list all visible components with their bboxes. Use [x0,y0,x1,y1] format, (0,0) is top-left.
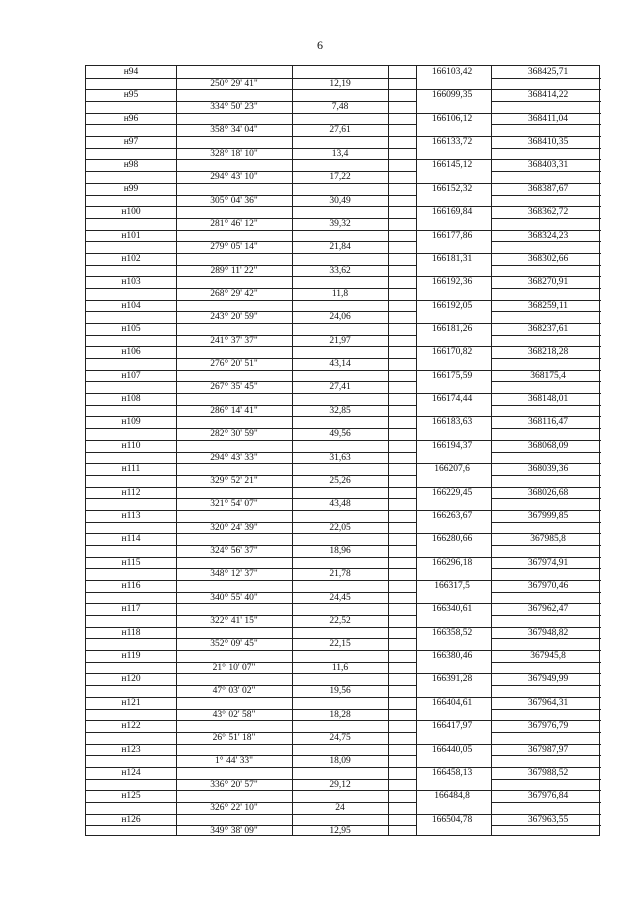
point-x: 166194,37 [431,440,473,451]
segment-angle: 21° 10' 07" [212,663,256,673]
segment-distance: 22,15 [329,639,351,649]
row-rule [86,183,601,184]
point-name: н102 [121,253,141,264]
point-name: н108 [121,393,141,404]
row-rule [491,732,601,733]
point-name: н111 [121,463,141,474]
point-x: 166340,61 [431,603,473,614]
segment-distance: 11,6 [331,663,349,673]
segment-distance: 24,75 [329,733,351,743]
point-x: 166417,97 [431,720,473,731]
segment-angle: 349° 38' 09" [210,826,258,836]
point-y: 367970,46 [527,580,569,591]
segment-angle: 326° 22' 10" [210,803,258,813]
point-x: 166280,66 [431,533,473,544]
segment-angle: 328° 18' 10" [210,149,258,159]
segment-distance: 27,41 [329,382,351,392]
segment-angle: 267° 35' 45" [210,382,258,392]
row-rule [86,814,601,815]
point-name: н98 [123,159,139,170]
point-name: н100 [121,206,141,217]
point-name: н96 [123,113,139,124]
point-name: н114 [121,533,141,544]
point-name: н94 [123,66,139,77]
point-x: 166296,18 [431,557,473,568]
row-rule [86,627,601,628]
point-name: н113 [121,510,141,521]
point-x: 166152,32 [431,183,473,194]
segment-distance: 25,26 [329,476,351,486]
point-name: н117 [121,603,141,614]
row-rule [491,195,601,196]
segment-angle: 324° 56' 37" [210,546,258,556]
point-name: н109 [121,416,141,427]
point-y: 368116,47 [527,416,569,427]
segment-distance: 30,49 [329,196,351,206]
row-rule [491,452,601,453]
point-name: н106 [121,346,141,357]
segment-distance: 32,85 [329,406,351,416]
row-rule [86,557,601,558]
segment-distance: 24,06 [329,312,351,322]
point-y: 367988,52 [527,767,569,778]
row-rule [86,487,601,488]
row-rule [491,265,601,266]
row-rule [491,428,601,429]
point-x: 166181,31 [431,253,473,264]
point-name: н119 [121,650,141,661]
segment-distance: 21,97 [329,336,351,346]
point-x: 166174,44 [431,393,473,404]
row-rule [86,230,601,231]
point-y: 368259,11 [527,300,569,311]
segment-angle: 26° 51' 18" [212,733,256,743]
row-rule [491,475,601,476]
segment-angle: 322° 41' 15" [210,616,258,626]
segment-distance: 29,12 [329,780,351,790]
segment-angle: 289° 11' 22" [210,266,258,276]
segment-angle: 268° 29' 42" [210,289,258,299]
point-name: н120 [121,673,141,684]
point-name: н112 [121,487,141,498]
segment-distance: 43,14 [329,359,351,369]
segment-angle: 286° 14' 41" [210,406,258,416]
segment-angle: 334° 50' 23" [210,102,258,112]
segment-distance: 24 [335,803,345,813]
point-x: 166103,42 [431,66,473,77]
point-y: 367962,47 [527,603,569,614]
point-y: 368148,01 [527,393,569,404]
row-rule [491,615,601,616]
point-y: 367976,79 [527,720,569,731]
segment-distance: 13,4 [331,149,349,159]
segment-distance: 43,48 [329,499,351,509]
segment-distance: 7,48 [331,102,349,112]
point-x: 166183,63 [431,416,473,427]
point-y: 368026,68 [527,487,569,498]
row-rule [491,335,601,336]
point-y: 368387,67 [527,183,569,194]
point-name: н122 [121,720,141,731]
segment-distance: 21,84 [329,242,351,252]
segment-angle: 250° 29' 41" [210,79,258,89]
row-rule [491,709,601,710]
point-y: 367999,85 [527,510,569,521]
row-rule [86,697,601,698]
segment-distance: 39,32 [329,219,351,229]
point-name: н105 [121,323,141,334]
row-rule [86,113,601,114]
point-x: 166358,52 [431,627,473,638]
segment-angle: 305° 04' 36" [210,196,258,206]
point-name: н115 [121,557,141,568]
row-rule [86,744,601,745]
point-y: 368218,28 [527,346,569,357]
point-y: 367945,8 [530,650,566,661]
point-y: 367985,8 [530,533,566,544]
row-rule [86,323,601,324]
point-x: 166504,78 [431,814,473,825]
point-y: 368411,04 [527,113,569,124]
point-name: н121 [121,697,141,708]
point-y: 368175,4 [530,370,566,381]
row-rule [491,779,601,780]
segment-angle: 352° 09' 45" [210,639,258,649]
segment-angle: 294° 43' 33" [210,453,258,463]
point-y: 367976,84 [527,790,569,801]
row-rule [491,288,601,289]
segment-angle: 241° 37' 37" [210,336,258,346]
row-rule [86,510,601,511]
point-name: н110 [121,440,141,451]
point-name: н104 [121,300,141,311]
point-x: 166263,67 [431,510,473,521]
point-name: н126 [121,814,141,825]
point-name: н99 [123,183,139,194]
row-rule [491,171,601,172]
row-rule [491,358,601,359]
point-name: н107 [121,370,141,381]
segment-angle: 279° 05' 14" [210,242,258,252]
point-x: 166380,46 [431,650,473,661]
segment-distance: 12,95 [329,826,351,836]
row-rule [491,662,601,663]
point-y: 368403,31 [527,159,569,170]
point-y: 368414,22 [527,89,569,100]
row-rule [86,440,601,441]
point-x: 166192,36 [431,276,473,287]
point-y: 367974,91 [527,557,569,568]
point-x: 166145,12 [431,159,473,170]
point-x: 166404,61 [431,697,473,708]
point-x: 166099,35 [431,89,473,100]
point-x: 166175,59 [431,370,473,381]
row-rule [491,802,601,803]
point-y: 367948,82 [527,627,569,638]
row-rule [86,370,601,371]
row-rule [491,592,601,593]
point-x: 166229,45 [431,487,473,498]
point-x: 166170,82 [431,346,473,357]
segment-angle: 47° 03' 02" [212,686,256,696]
point-x: 166484,8 [434,790,470,801]
point-x: 166391,28 [431,673,473,684]
segment-distance: 11,8 [331,289,349,299]
row-rule [491,545,601,546]
segment-angle: 276° 20' 51" [210,359,258,369]
point-y: 368425,71 [527,66,569,77]
segment-distance: 12,19 [329,79,351,89]
row-rule [491,405,601,406]
segment-angle: 340° 55' 40" [210,593,258,603]
point-y: 368068,09 [527,440,569,451]
segment-angle: 329° 52' 21" [210,476,258,486]
segment-angle: 281° 46' 12" [210,219,258,229]
point-x: 166181,26 [431,323,473,334]
segment-distance: 21,78 [329,569,351,579]
point-x: 166192,05 [431,300,473,311]
point-x: 166440,05 [431,744,473,755]
point-y: 368410,35 [527,136,569,147]
point-name: н103 [121,276,141,287]
point-y: 368362,72 [527,206,569,217]
point-name: н95 [123,89,139,100]
point-x: 166177,86 [431,230,473,241]
point-y: 368237,61 [527,323,569,334]
point-name: н118 [121,627,141,638]
point-y: 367964,31 [527,697,569,708]
point-x: 166133,72 [431,136,473,147]
segment-angle: 348° 12' 37" [210,569,258,579]
point-y: 368039,36 [527,463,569,474]
point-x: 166458,13 [431,767,473,778]
segment-angle: 243° 20' 59" [210,312,258,322]
row-rule [491,685,601,686]
row-rule [86,136,601,137]
segment-distance: 24,45 [329,593,351,603]
point-name: н125 [121,790,141,801]
page-number: 6 [317,38,323,52]
row-rule [491,101,601,102]
point-name: н124 [121,767,141,778]
segment-angle: 336° 20' 57" [210,780,258,790]
point-y: 367949,99 [527,673,569,684]
segment-distance: 27,61 [329,125,351,135]
point-name: н116 [121,580,141,591]
segment-angle: 294° 43' 10" [210,172,258,182]
row-rule [491,522,601,523]
segment-angle: 43° 02' 58" [212,710,256,720]
segment-distance: 33,62 [329,266,351,276]
row-rule [491,218,601,219]
row-rule [86,580,601,581]
row-rule [491,78,601,79]
segment-distance: 18,09 [329,756,351,766]
row-rule [86,300,601,301]
segment-distance: 17,22 [329,172,351,182]
point-y: 368302,66 [527,253,569,264]
point-name: н123 [121,744,141,755]
segment-distance: 18,28 [329,710,351,720]
row-rule [491,148,601,149]
row-rule [86,650,601,651]
row-rule [86,393,601,394]
row-rule [86,767,601,768]
segment-angle: 321° 54' 07" [210,499,258,509]
point-name: н97 [123,136,139,147]
segment-angle: 1° 44' 33" [215,756,253,766]
point-x: 166317,5 [434,580,470,591]
segment-distance: 31,63 [329,453,351,463]
row-rule [86,253,601,254]
segment-distance: 22,05 [329,523,351,533]
point-x: 166207,6 [434,463,470,474]
segment-angle: 320° 24' 39" [210,523,258,533]
point-name: н101 [121,230,141,241]
segment-angle: 282° 30' 59" [210,429,258,439]
segment-distance: 49,56 [329,429,351,439]
segment-distance: 22,52 [329,616,351,626]
coordinates-table [85,65,600,836]
point-x: 166106,12 [431,113,473,124]
point-y: 367987,97 [527,744,569,755]
segment-distance: 19,56 [329,686,351,696]
point-y: 367963,55 [527,814,569,825]
segment-angle: 358° 34' 04" [210,125,258,135]
segment-distance: 18,96 [329,546,351,556]
point-y: 368324,23 [527,230,569,241]
point-x: 166169,84 [431,206,473,217]
point-y: 368270,91 [527,276,569,287]
